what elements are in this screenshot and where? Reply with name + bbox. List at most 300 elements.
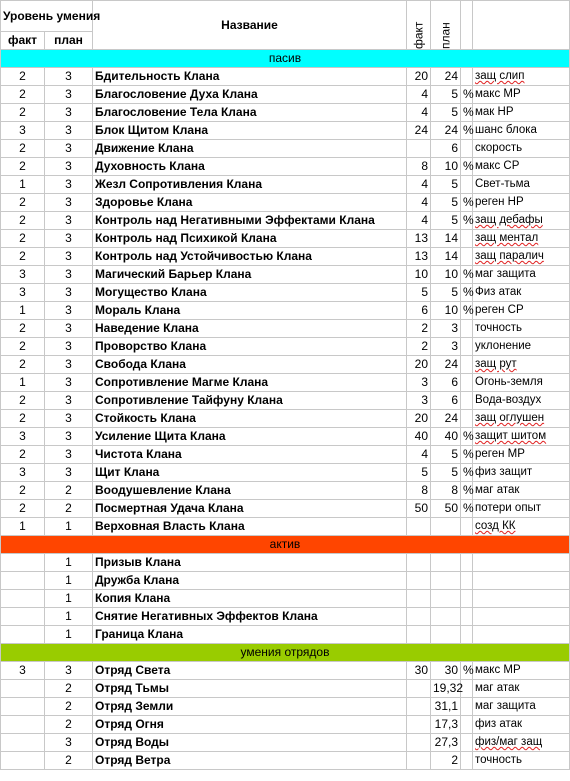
percent-cell[interactable] bbox=[461, 68, 473, 86]
skill-name-cell[interactable]: Копия Клана bbox=[93, 590, 407, 608]
fact-level-cell[interactable]: 3 bbox=[1, 284, 45, 302]
skill-name-cell[interactable]: Проворство Клана bbox=[93, 338, 407, 356]
effect-note-cell[interactable] bbox=[473, 230, 570, 248]
plan-value-cell[interactable]: 14 bbox=[431, 230, 461, 248]
percent-cell[interactable] bbox=[461, 518, 473, 536]
plan-level-cell[interactable]: 3 bbox=[45, 212, 93, 230]
plan-level-cell[interactable]: 3 bbox=[45, 464, 93, 482]
skill-name-cell[interactable]: Здоровье Клана bbox=[93, 194, 407, 212]
percent-cell[interactable]: % bbox=[461, 212, 473, 230]
section-row-passive bbox=[1, 50, 570, 68]
passive-row bbox=[1, 410, 570, 428]
effect-note-text: защ паралич bbox=[475, 250, 544, 262]
fact-value-cell[interactable]: 10 bbox=[407, 266, 431, 284]
fact-value-cell[interactable] bbox=[407, 716, 431, 734]
fact-level-cell[interactable]: 1 bbox=[1, 176, 45, 194]
fact-level-cell[interactable]: 2 bbox=[1, 392, 45, 410]
percent-cell[interactable] bbox=[461, 320, 473, 338]
fact-value-cell[interactable] bbox=[407, 680, 431, 698]
effect-note-cell[interactable] bbox=[473, 680, 570, 698]
fact-level-cell[interactable]: 3 bbox=[1, 428, 45, 446]
percent-cell[interactable]: % bbox=[461, 302, 473, 320]
percent-cell[interactable]: % bbox=[461, 500, 473, 518]
effect-note-text: защ ментал bbox=[475, 232, 539, 244]
effect-note-text: защ дебафы bbox=[475, 214, 543, 226]
fact-value-cell[interactable]: 20 bbox=[407, 410, 431, 428]
skill-name-cell[interactable]: Блок Щитом Клана bbox=[93, 122, 407, 140]
plan-value-cell[interactable]: 2 bbox=[431, 752, 461, 770]
fact-level-cell[interactable]: 1 bbox=[1, 518, 45, 536]
fact-value-cell[interactable]: 3 bbox=[407, 392, 431, 410]
plan-level-cell[interactable]: 3 bbox=[45, 230, 93, 248]
percent-cell[interactable] bbox=[461, 554, 473, 572]
effect-note-cell[interactable] bbox=[473, 194, 570, 212]
passive-row bbox=[1, 68, 570, 86]
plan-value-cell[interactable]: 40 bbox=[431, 428, 461, 446]
plan-value-cell[interactable]: 10 bbox=[431, 158, 461, 176]
fact-level-cell[interactable] bbox=[1, 590, 45, 608]
plan-level-cell[interactable]: 3 bbox=[45, 302, 93, 320]
plan-value-cell[interactable]: 5 bbox=[431, 446, 461, 464]
effect-note-cell[interactable] bbox=[473, 302, 570, 320]
percent-cell[interactable] bbox=[461, 590, 473, 608]
percent-cell[interactable] bbox=[461, 410, 473, 428]
skill-name-cell[interactable]: Духовность Клана bbox=[93, 158, 407, 176]
plan-value-cell[interactable]: 5 bbox=[431, 176, 461, 194]
plan-level-cell[interactable]: 1 bbox=[45, 608, 93, 626]
active-row bbox=[1, 608, 570, 626]
skill-name-cell[interactable]: Воодушевление Клана bbox=[93, 482, 407, 500]
effect-note-cell[interactable] bbox=[473, 662, 570, 680]
fact-level-cell[interactable]: 2 bbox=[1, 158, 45, 176]
plan-value-cell[interactable]: 3 bbox=[431, 320, 461, 338]
effect-note-cell[interactable] bbox=[473, 122, 570, 140]
plan-level-cell[interactable]: 3 bbox=[45, 104, 93, 122]
plan-value-cell[interactable]: 5 bbox=[431, 284, 461, 302]
skill-name-cell[interactable]: Усиление Щита Клана bbox=[93, 428, 407, 446]
percent-cell[interactable] bbox=[461, 248, 473, 266]
fact-value-cell[interactable]: 50 bbox=[407, 500, 431, 518]
skill-name-cell[interactable]: Отряд Тьмы bbox=[93, 680, 407, 698]
fact-value-cell[interactable]: 13 bbox=[407, 230, 431, 248]
percent-cell[interactable] bbox=[461, 626, 473, 644]
effect-note-text: защ оглушен bbox=[475, 412, 545, 424]
plan-value-cell[interactable]: 5 bbox=[431, 464, 461, 482]
plan-level-cell[interactable]: 2 bbox=[45, 752, 93, 770]
plan-level-cell[interactable]: 3 bbox=[45, 320, 93, 338]
plan-value-cell[interactable]: 24 bbox=[431, 68, 461, 86]
fact-value-cell[interactable]: 40 bbox=[407, 428, 431, 446]
plan-value-cell[interactable]: 5 bbox=[431, 86, 461, 104]
fact-level-cell[interactable]: 2 bbox=[1, 356, 45, 374]
percent-cell[interactable] bbox=[461, 698, 473, 716]
plan-level-cell[interactable]: 3 bbox=[45, 374, 93, 392]
plan-header: план bbox=[45, 32, 93, 50]
skill-name-cell[interactable]: Посмертная Удача Клана bbox=[93, 500, 407, 518]
percent-cell[interactable] bbox=[461, 716, 473, 734]
skill-name-cell[interactable]: Сопротивление Магме Клана bbox=[93, 374, 407, 392]
plan-value-cell[interactable]: 17,3 bbox=[431, 716, 461, 734]
fact-level-cell[interactable]: 2 bbox=[1, 410, 45, 428]
percent-cell[interactable]: % bbox=[461, 428, 473, 446]
plan-level-cell[interactable]: 3 bbox=[45, 194, 93, 212]
percent-cell[interactable] bbox=[461, 608, 473, 626]
plan-value-cell[interactable]: 24 bbox=[431, 356, 461, 374]
plan-level-cell[interactable]: 1 bbox=[45, 518, 93, 536]
percent-cell[interactable]: % bbox=[461, 194, 473, 212]
squad-row bbox=[1, 698, 570, 716]
fact-level-cell[interactable]: 2 bbox=[1, 68, 45, 86]
plan-value-cell[interactable]: 31,1 bbox=[431, 698, 461, 716]
fact-level-cell[interactable]: 2 bbox=[1, 248, 45, 266]
effect-note-text: мак НР bbox=[475, 106, 514, 118]
percent-cell[interactable] bbox=[461, 176, 473, 194]
fact-value-cell[interactable]: 2 bbox=[407, 338, 431, 356]
plan-level-cell[interactable]: 1 bbox=[45, 626, 93, 644]
percent-cell[interactable]: % bbox=[461, 104, 473, 122]
plan-value-cell[interactable]: 5 bbox=[431, 104, 461, 122]
skill-name-cell[interactable]: Благословение Духа Клана bbox=[93, 86, 407, 104]
plan-level-cell[interactable]: 3 bbox=[45, 68, 93, 86]
fact-level-cell[interactable]: 2 bbox=[1, 194, 45, 212]
skill-name-cell[interactable]: Свобода Клана bbox=[93, 356, 407, 374]
section-label-active: актив bbox=[1, 536, 570, 554]
effect-note-cell[interactable] bbox=[473, 500, 570, 518]
skill-name-cell[interactable]: Бдительность Клана bbox=[93, 68, 407, 86]
plan-level-cell[interactable]: 3 bbox=[45, 662, 93, 680]
plan-value-cell[interactable]: 6 bbox=[431, 374, 461, 392]
plan-value-cell[interactable]: 8 bbox=[431, 482, 461, 500]
effect-note-cell[interactable] bbox=[473, 608, 570, 626]
effect-note-text: Вода-воздух bbox=[475, 394, 542, 406]
percent-cell[interactable] bbox=[461, 392, 473, 410]
fact-value-cell[interactable]: 6 bbox=[407, 302, 431, 320]
effect-note-cell[interactable] bbox=[473, 410, 570, 428]
plan-value-cell[interactable]: 6 bbox=[431, 140, 461, 158]
effect-note-text: реген НР bbox=[475, 196, 524, 208]
percent-cell[interactable] bbox=[461, 230, 473, 248]
skill-name-cell[interactable]: Щит Клана bbox=[93, 464, 407, 482]
skill-name-cell[interactable]: Магический Барьер Клана bbox=[93, 266, 407, 284]
skill-name-cell[interactable]: Наведение Клана bbox=[93, 320, 407, 338]
fact-level-cell[interactable]: 3 bbox=[1, 266, 45, 284]
plan-value-cell[interactable]: 3 bbox=[431, 338, 461, 356]
active-row bbox=[1, 626, 570, 644]
passive-row bbox=[1, 500, 570, 518]
fact-value-cell[interactable]: 2 bbox=[407, 320, 431, 338]
fact-value-cell[interactable] bbox=[407, 590, 431, 608]
pct-header-blank bbox=[461, 1, 473, 50]
percent-cell[interactable]: % bbox=[461, 446, 473, 464]
plan-level-cell[interactable]: 3 bbox=[45, 266, 93, 284]
percent-cell[interactable] bbox=[461, 752, 473, 770]
plan-value-cell[interactable]: 5 bbox=[431, 194, 461, 212]
plan-value-cell[interactable]: 27,3 bbox=[431, 734, 461, 752]
plan-level-cell[interactable]: 1 bbox=[45, 572, 93, 590]
plan-level-cell[interactable]: 1 bbox=[45, 590, 93, 608]
plan-value-cell[interactable] bbox=[431, 626, 461, 644]
effect-note-cell[interactable] bbox=[473, 572, 570, 590]
plan-value-cell[interactable]: 19,32 bbox=[431, 680, 461, 698]
fact-level-cell[interactable]: 2 bbox=[1, 320, 45, 338]
passive-row bbox=[1, 518, 570, 536]
effect-note-cell[interactable] bbox=[473, 284, 570, 302]
fact-value-cell[interactable] bbox=[407, 734, 431, 752]
skill-name-cell[interactable]: Отряд Воды bbox=[93, 734, 407, 752]
skill-name-cell[interactable]: Сопротивление Тайфуну Клана bbox=[93, 392, 407, 410]
skill-name-cell[interactable]: Отряд Земли bbox=[93, 698, 407, 716]
effect-note-cell[interactable] bbox=[473, 698, 570, 716]
effect-note-cell[interactable] bbox=[473, 248, 570, 266]
percent-cell[interactable] bbox=[461, 572, 473, 590]
fact-level-cell[interactable]: 2 bbox=[1, 212, 45, 230]
fact-value-cell[interactable] bbox=[407, 626, 431, 644]
squad-row bbox=[1, 752, 570, 770]
percent-cell[interactable]: % bbox=[461, 86, 473, 104]
plan-level-cell[interactable]: 2 bbox=[45, 500, 93, 518]
plan-level-cell[interactable]: 3 bbox=[45, 86, 93, 104]
fact-value-cell[interactable]: 5 bbox=[407, 284, 431, 302]
percent-cell[interactable]: % bbox=[461, 266, 473, 284]
plan-value-cell[interactable]: 5 bbox=[431, 212, 461, 230]
effect-note-cell[interactable] bbox=[473, 176, 570, 194]
fact-level-cell[interactable]: 2 bbox=[1, 500, 45, 518]
plan-value-cell[interactable] bbox=[431, 590, 461, 608]
fact-level-cell[interactable]: 2 bbox=[1, 140, 45, 158]
effect-note-cell[interactable] bbox=[473, 482, 570, 500]
plan-level-cell[interactable]: 2 bbox=[45, 698, 93, 716]
fact-value-cell[interactable]: 4 bbox=[407, 176, 431, 194]
fact-value-cell[interactable]: 8 bbox=[407, 482, 431, 500]
effect-note-cell[interactable] bbox=[473, 554, 570, 572]
fact-value-cell[interactable]: 4 bbox=[407, 104, 431, 122]
fact-value-cell[interactable]: 3 bbox=[407, 374, 431, 392]
active-row bbox=[1, 572, 570, 590]
plan-level-cell[interactable]: 3 bbox=[45, 158, 93, 176]
fact-value-cell[interactable]: 30 bbox=[407, 662, 431, 680]
fact-level-cell[interactable] bbox=[1, 752, 45, 770]
effect-note-cell[interactable] bbox=[473, 518, 570, 536]
plan-level-cell[interactable]: 3 bbox=[45, 428, 93, 446]
effect-note-cell[interactable] bbox=[473, 446, 570, 464]
plan-value-cell[interactable]: 50 bbox=[431, 500, 461, 518]
plan-level-cell[interactable]: 1 bbox=[45, 554, 93, 572]
passive-row bbox=[1, 482, 570, 500]
effect-note-cell[interactable] bbox=[473, 392, 570, 410]
effect-note-text: маг атак bbox=[475, 484, 520, 496]
effect-note-cell[interactable] bbox=[473, 212, 570, 230]
percent-cell[interactable]: % bbox=[461, 482, 473, 500]
effect-note-cell[interactable] bbox=[473, 158, 570, 176]
skill-name-cell[interactable]: Отряд Ветра bbox=[93, 752, 407, 770]
passive-row bbox=[1, 176, 570, 194]
fact-value-cell[interactable]: 8 bbox=[407, 158, 431, 176]
passive-row bbox=[1, 248, 570, 266]
fact-level-cell[interactable]: 1 bbox=[1, 302, 45, 320]
effect-note-cell[interactable] bbox=[473, 734, 570, 752]
plan-level-cell[interactable]: 3 bbox=[45, 356, 93, 374]
skill-name-cell[interactable]: Дружба Клана bbox=[93, 572, 407, 590]
fact-value-cell[interactable]: 20 bbox=[407, 356, 431, 374]
effect-note-cell[interactable] bbox=[473, 626, 570, 644]
section-row-active bbox=[1, 536, 570, 554]
fact-value-cell[interactable] bbox=[407, 572, 431, 590]
fact-level-cell[interactable] bbox=[1, 698, 45, 716]
fact-value-cell[interactable]: 24 bbox=[407, 122, 431, 140]
note-header-blank bbox=[473, 1, 570, 50]
fact-value-cell[interactable]: 4 bbox=[407, 446, 431, 464]
fact-level-cell[interactable]: 3 bbox=[1, 464, 45, 482]
skill-name-cell[interactable]: Верховная Власть Клана bbox=[93, 518, 407, 536]
effect-note-text: защ слип bbox=[475, 70, 525, 82]
skill-name-cell[interactable]: Контроль над Устойчивостью Клана bbox=[93, 248, 407, 266]
plan-level-cell[interactable]: 3 bbox=[45, 392, 93, 410]
effect-note-cell[interactable] bbox=[473, 68, 570, 86]
skill-name-cell[interactable]: Отряд Света bbox=[93, 662, 407, 680]
fact-level-cell[interactable]: 2 bbox=[1, 446, 45, 464]
skill-name-cell[interactable]: Снятие Негативных Эффектов Клана bbox=[93, 608, 407, 626]
passive-row bbox=[1, 104, 570, 122]
plan-level-cell[interactable]: 3 bbox=[45, 248, 93, 266]
effect-note-cell[interactable] bbox=[473, 104, 570, 122]
fact-value-cell[interactable] bbox=[407, 554, 431, 572]
fact-level-cell[interactable]: 2 bbox=[1, 230, 45, 248]
effect-note-cell[interactable] bbox=[473, 86, 570, 104]
plan-level-cell[interactable]: 3 bbox=[45, 140, 93, 158]
plan-value-cell[interactable]: 14 bbox=[431, 248, 461, 266]
fact-value-cell[interactable] bbox=[407, 608, 431, 626]
fact-level-cell[interactable]: 1 bbox=[1, 374, 45, 392]
fact-level-cell[interactable]: 2 bbox=[1, 86, 45, 104]
effect-note-text: маг защита bbox=[475, 268, 536, 280]
effect-note-cell[interactable] bbox=[473, 464, 570, 482]
fact-value-cell[interactable] bbox=[407, 752, 431, 770]
effect-note-cell[interactable] bbox=[473, 356, 570, 374]
fact-level-cell[interactable]: 2 bbox=[1, 482, 45, 500]
plan-level-cell[interactable]: 3 bbox=[45, 176, 93, 194]
plan-value-cell[interactable] bbox=[431, 572, 461, 590]
percent-cell[interactable]: % bbox=[461, 158, 473, 176]
effect-note-text: физ защит bbox=[475, 466, 533, 478]
effect-note-cell[interactable] bbox=[473, 338, 570, 356]
skill-name-cell[interactable]: Отряд Огня bbox=[93, 716, 407, 734]
plan-value-cell[interactable]: 24 bbox=[431, 122, 461, 140]
fact-value-cell[interactable] bbox=[407, 698, 431, 716]
skill-name-cell[interactable]: Чистота Клана bbox=[93, 446, 407, 464]
passive-row bbox=[1, 446, 570, 464]
effect-note-cell[interactable] bbox=[473, 320, 570, 338]
skill-name-cell[interactable]: Могущество Клана bbox=[93, 284, 407, 302]
plan-level-cell[interactable]: 3 bbox=[45, 122, 93, 140]
fact-value-cell[interactable]: 4 bbox=[407, 86, 431, 104]
plan-level-cell[interactable]: 3 bbox=[45, 410, 93, 428]
effect-note-cell[interactable] bbox=[473, 140, 570, 158]
fact-level-cell[interactable] bbox=[1, 734, 45, 752]
plan-value-cell[interactable]: 10 bbox=[431, 266, 461, 284]
skill-name-cell[interactable]: Контроль над Психикой Клана bbox=[93, 230, 407, 248]
effect-note-cell[interactable] bbox=[473, 752, 570, 770]
effect-note-cell[interactable] bbox=[473, 716, 570, 734]
plan-value-cell[interactable]: 10 bbox=[431, 302, 461, 320]
plan-level-cell[interactable]: 3 bbox=[45, 284, 93, 302]
effect-note-text: макс МР bbox=[475, 664, 521, 676]
plan-value-cell[interactable] bbox=[431, 608, 461, 626]
percent-cell[interactable] bbox=[461, 338, 473, 356]
percent-cell[interactable] bbox=[461, 374, 473, 392]
fact-value-cell[interactable]: 4 bbox=[407, 212, 431, 230]
fact-level-cell[interactable] bbox=[1, 626, 45, 644]
effect-note-text: защит шитом bbox=[475, 430, 547, 442]
fact-value-cell[interactable]: 13 bbox=[407, 248, 431, 266]
percent-cell[interactable] bbox=[461, 140, 473, 158]
effect-note-cell[interactable] bbox=[473, 374, 570, 392]
effect-note-text: реген СР bbox=[475, 304, 524, 316]
percent-cell[interactable]: % bbox=[461, 284, 473, 302]
plan-level-cell[interactable]: 3 bbox=[45, 338, 93, 356]
passive-row bbox=[1, 266, 570, 284]
skill-name-cell[interactable]: Благословение Тела Клана bbox=[93, 104, 407, 122]
fact-level-cell[interactable] bbox=[1, 554, 45, 572]
percent-cell[interactable]: % bbox=[461, 662, 473, 680]
fact-value-cell[interactable]: 5 bbox=[407, 464, 431, 482]
plan-level-cell[interactable]: 2 bbox=[45, 680, 93, 698]
effect-note-text: потери опыт bbox=[475, 502, 542, 514]
skill-name-cell[interactable]: Граница Клана bbox=[93, 626, 407, 644]
effect-note-text: точность bbox=[475, 754, 523, 766]
fact-level-cell[interactable]: 3 bbox=[1, 662, 45, 680]
percent-cell[interactable]: % bbox=[461, 122, 473, 140]
squad-row bbox=[1, 716, 570, 734]
effect-note-cell[interactable] bbox=[473, 266, 570, 284]
fact-vertical-header: факт bbox=[407, 1, 431, 50]
plan-value-cell[interactable]: 24 bbox=[431, 410, 461, 428]
effect-note-cell[interactable] bbox=[473, 590, 570, 608]
fact-level-cell[interactable]: 2 bbox=[1, 338, 45, 356]
fact-level-cell[interactable]: 3 bbox=[1, 122, 45, 140]
skill-name-cell[interactable]: Призыв Клана bbox=[93, 554, 407, 572]
skill-name-cell[interactable]: Движение Клана bbox=[93, 140, 407, 158]
fact-value-cell[interactable] bbox=[407, 518, 431, 536]
section-label-passive: пасив bbox=[1, 50, 570, 68]
fact-value-cell[interactable]: 20 bbox=[407, 68, 431, 86]
skill-name-cell[interactable]: Стойкость Клана bbox=[93, 410, 407, 428]
fact-level-cell[interactable] bbox=[1, 608, 45, 626]
passive-row bbox=[1, 392, 570, 410]
plan-level-cell[interactable]: 2 bbox=[45, 482, 93, 500]
effect-note-cell[interactable] bbox=[473, 428, 570, 446]
plan-level-cell[interactable]: 2 bbox=[45, 716, 93, 734]
percent-cell[interactable] bbox=[461, 734, 473, 752]
skill-name-cell[interactable]: Жезл Сопротивления Клана bbox=[93, 176, 407, 194]
plan-value-cell[interactable]: 30 bbox=[431, 662, 461, 680]
passive-row bbox=[1, 428, 570, 446]
fact-level-cell[interactable] bbox=[1, 716, 45, 734]
fact-value-cell[interactable] bbox=[407, 140, 431, 158]
fact-level-cell[interactable]: 2 bbox=[1, 104, 45, 122]
plan-value-cell[interactable] bbox=[431, 554, 461, 572]
percent-cell[interactable] bbox=[461, 356, 473, 374]
percent-cell[interactable]: % bbox=[461, 464, 473, 482]
plan-value-cell[interactable]: 6 bbox=[431, 392, 461, 410]
skill-name-cell[interactable]: Мораль Клана bbox=[93, 302, 407, 320]
fact-level-cell[interactable] bbox=[1, 680, 45, 698]
plan-value-cell[interactable] bbox=[431, 518, 461, 536]
fact-value-cell[interactable]: 4 bbox=[407, 194, 431, 212]
fact-level-cell[interactable] bbox=[1, 572, 45, 590]
skill-name-cell[interactable]: Контроль над Негативными Эффектами Клана bbox=[93, 212, 407, 230]
plan-level-cell[interactable]: 3 bbox=[45, 446, 93, 464]
plan-level-cell[interactable]: 3 bbox=[45, 734, 93, 752]
